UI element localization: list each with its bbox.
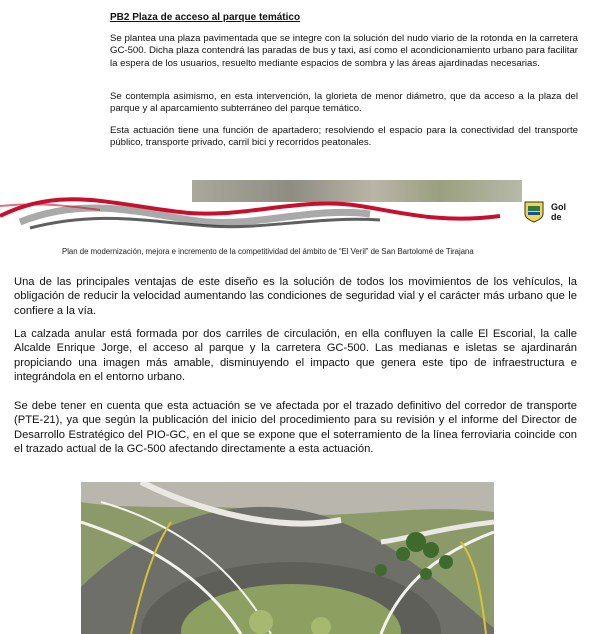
roundabout-rendering [81,482,494,634]
body-paragraph-3: Se debe tener en cuenta que esta actuación se ve afectada por el trazado definitivo del corredor de transporte (PTE-21), ya que según la publicación del inicio del procedimiento para su revisión y el informe del Director de Desarrollo Estratégico del PIO-GC, en el que se expone que el soterramiento de la línea ferroviaria coincide con el trazado actual de la GC-500 afectando directamente a esta actuación. [14,400,577,456]
section-paragraph-1: Se plantea una plaza pavimentada que se integre con la solución del nudo viario de la rotonda en la carretera GC-500. Dicha plaza contendrá las paradas de bus y taxi, así como el acondicionamiento urbano para facilitar la espera de los usuarios, resuelto mediante espacios de sombra y las áreas ajardinadas necesarias. [110,33,578,69]
section-paragraph-3: Esta actuación tiene una función de apartadero; resolviendo el espacio para la conectividad del transporte público, transporte privado, carril bici y recorridos peatonales. [110,125,578,149]
section-paragraph-2: Se contempla asimismo, en esta intervención, la glorieta de menor diámetro, que da acceso a la plaza del parque y al aparcamiento subterráneo del parque temático. [110,91,578,115]
body-paragraph-1: Una de las principales ventajas de este diseño es la solución de todos los movimientos de los vehículos, la obligación de reducir la velocidad aumentando las condiciones de seguridad vial y el carácter más urbano que le confiere a la vía. [14,276,577,317]
header-banner-swooshes [0,176,591,246]
gob-line-2: de [551,212,562,222]
canarias-shield-icon [524,201,544,223]
gob-line-1: Gol [551,202,566,212]
section-title: PB2 Plaza de acceso al parque temático [110,12,301,23]
gobierno-logo-text [551,202,566,222]
banner-caption: Plan de modernización, mejora e incremento de la competitividad del ámbito de “El Veril” de San Bartolomé de Tirajana [62,247,474,256]
body-paragraph-2: La calzada anular está formada por dos carriles de circulación, en ella confluyen la calle El Escorial, la calle Alcalde Enrique Jorge, el acceso al parque y la carretera GC-500. Las medianas e isletas se ajardinarán propiciando una imagen más amable, disminuyendo el impacto que genera este tipo de infraestructura e integrándola en el entorno urbano. [14,328,577,384]
